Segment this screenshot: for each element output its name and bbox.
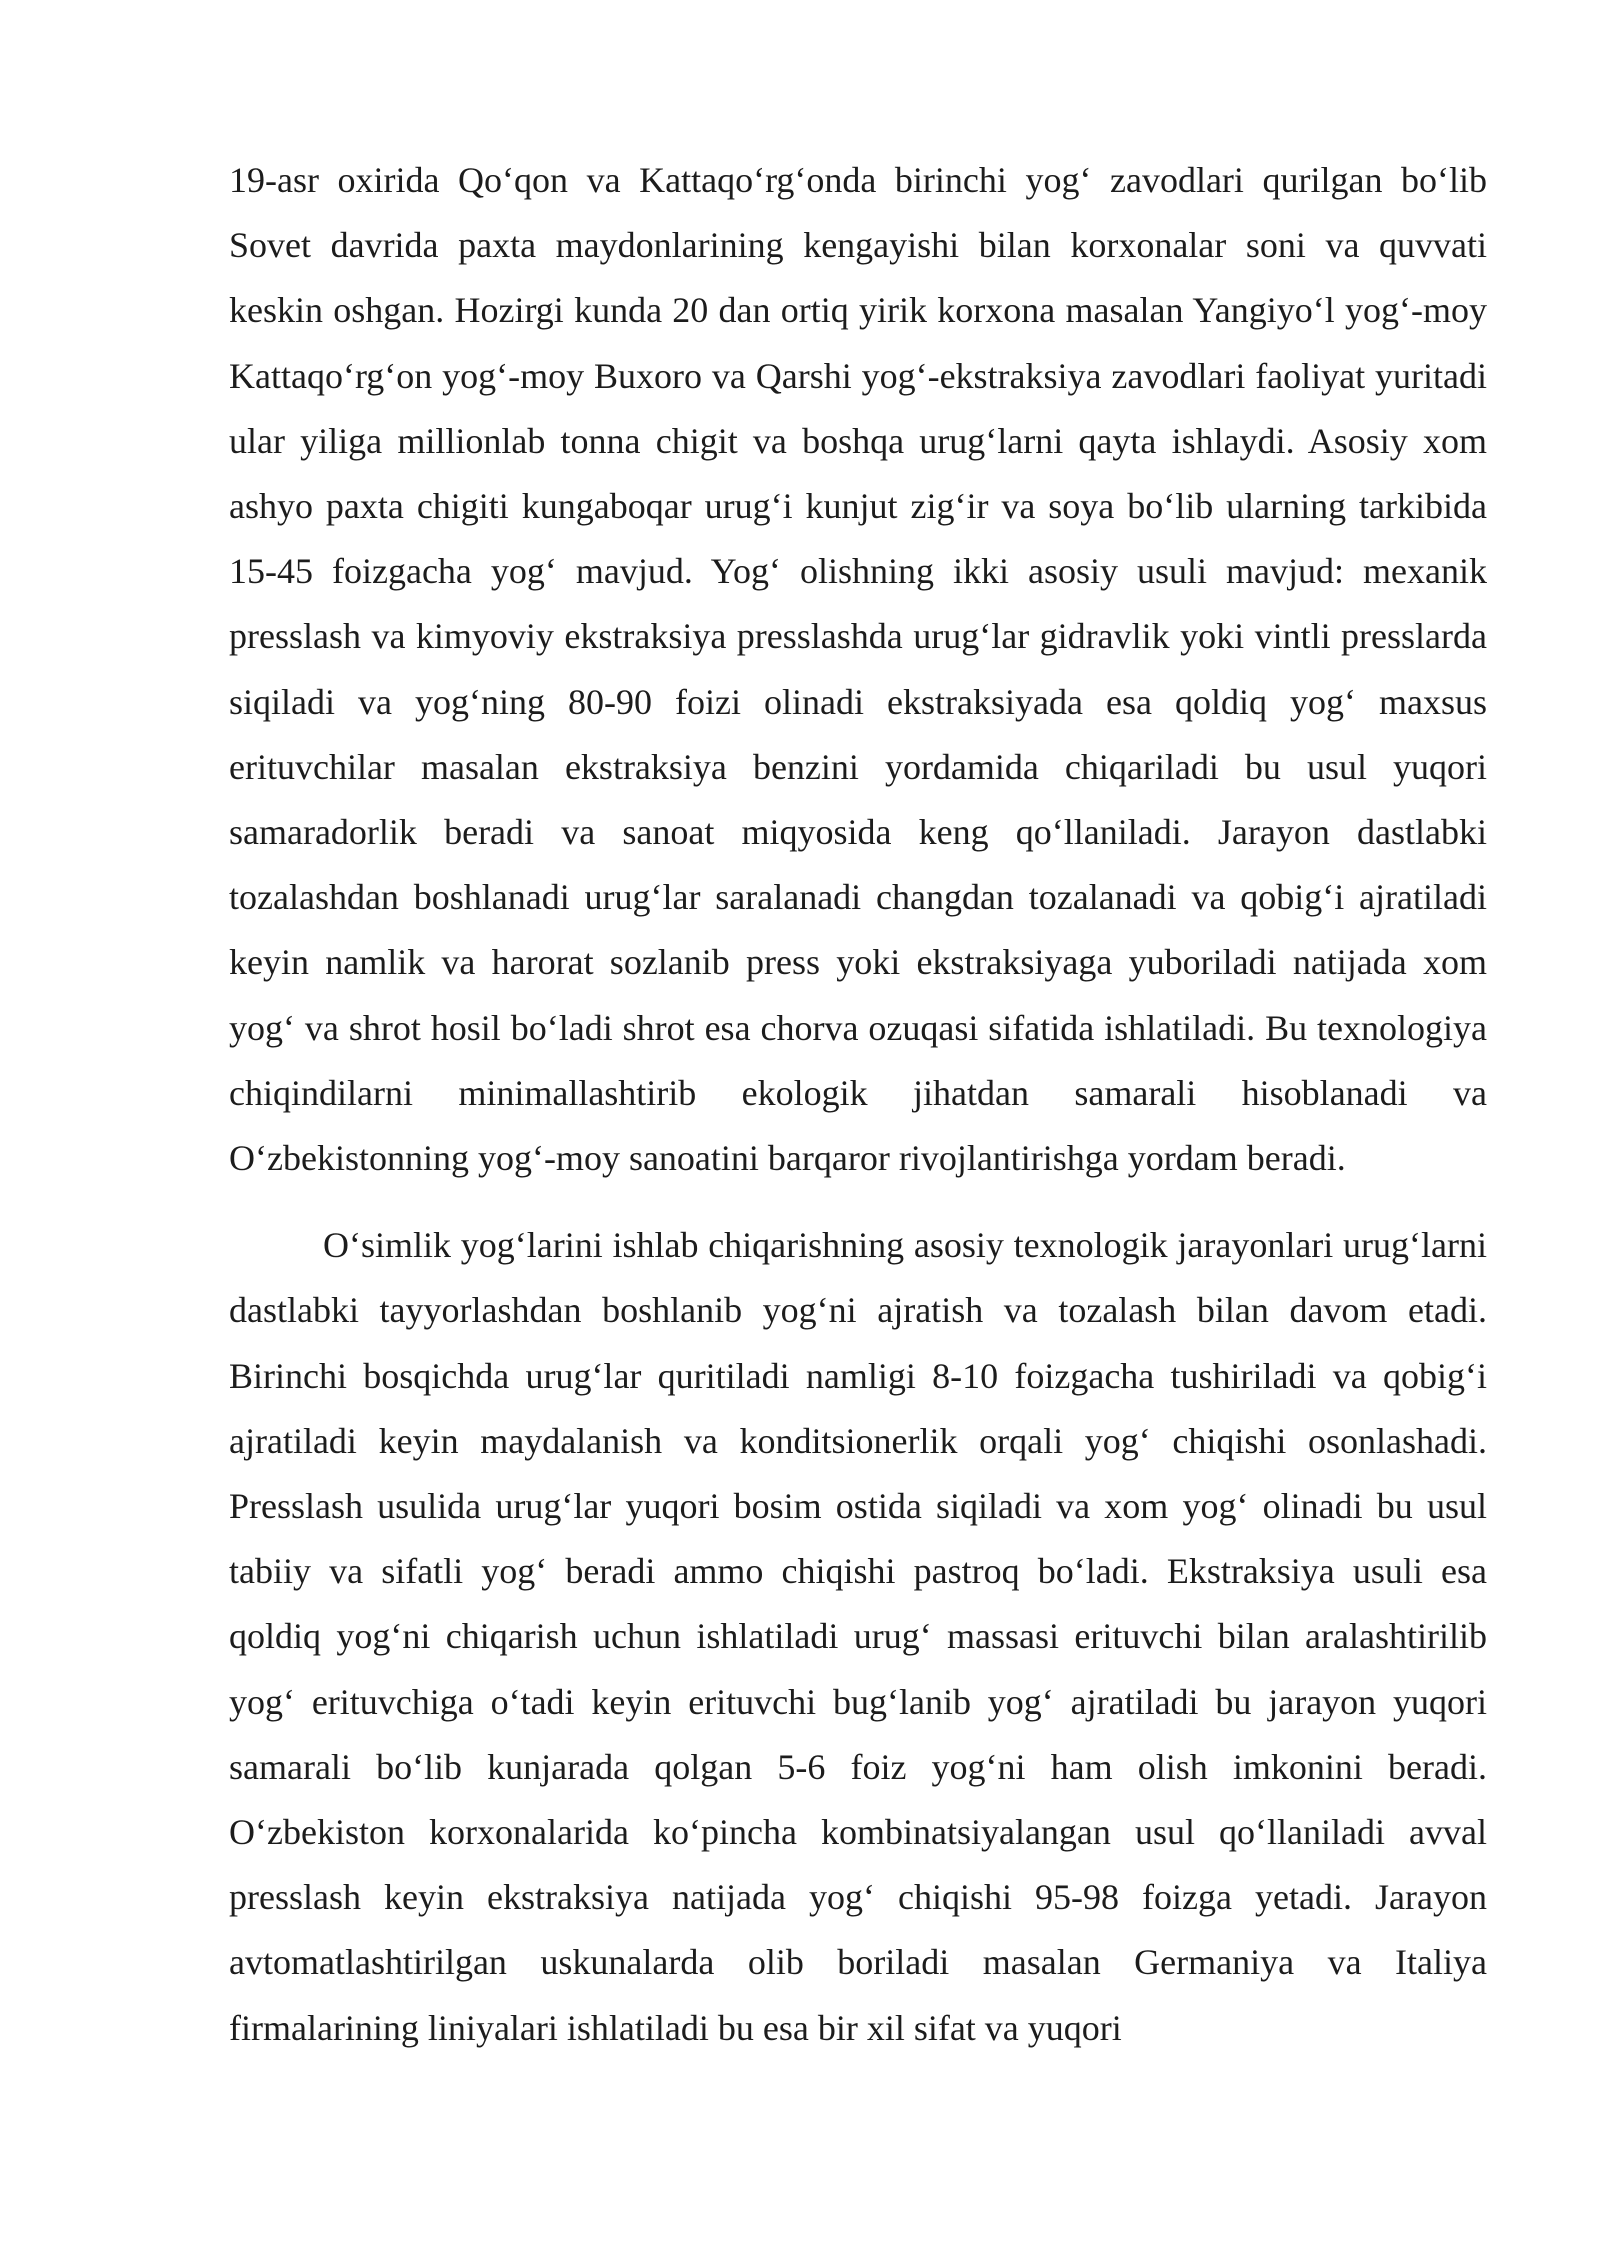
paragraph-1: 19-asr oxirida Qo‘qon va Kattaqo‘rg‘onda birinchi yog‘ zavodlari qurilgan bo‘lib Sovet davrida paxta maydonlarining kengayishi bilan korxonalar soni va quvvati keskin oshgan. Hozirgi kunda 20 dan ortiq yirik korxona masalan Yangiyo‘l yog‘-moy Kattaqo‘rg‘on yog‘-moy Buxoro va Qarshi yog‘-ekstraksiya zavodlari faoliyat yuritadi ular yiliga millionlab tonna chigit va boshqa urug‘larni qayta ishlaydi. Asosiy xom ashyo paxta chigiti kungaboqar urug‘i kunjut zig‘ir va soya bo‘lib ularning tarkibida 15-45 foizgacha yog‘ mavjud. Yog‘ olishning ikki asosiy usuli mavjud: mexanik presslash va kimyoviy ekstraksiya presslashda urug‘lar gidravlik yoki vintli presslarda siqiladi va yog‘ning 80-90 foizi olinadi ekstraksiyada esa qoldiq yog‘ maxsus erituvchilar masalan ekstraksiya benzini yordamida chiqariladi bu usul yuqori samaradorlik beradi va sanoat miqyosida keng qo‘llaniladi. Jarayon dastlabki tozalashdan boshlanadi urug‘lar saralanadi changdan tozalanadi va qobig‘i ajratiladi keyin namlik va harorat sozlanib press yoki ekstraksiyaga yuboriladi natijada xom yog‘ va shrot hosil bo‘ladi shrot esa chorva ozuqasi sifatida ishlatiladi. Bu texnologiya chiqindilarni minimallashtirib ekologik jihatdan samarali hisoblanadi va O‘zbekistonning yog‘-moy sanoatini barqaror rivojlantirishga yordam beradi. bbox=[229, 160, 1487, 1179]
paragraph-2: O‘simlik yog‘larini ishlab chiqarishning asosiy texnologik jarayonlari urug‘larni dastlabki tayyorlashdan boshlanib yog‘ni ajratish va tozalash bilan davom etadi. Birinchi bosqichda urug‘lar quritiladi namligi 8-10 foizgacha tushiriladi va qobig‘i ajratiladi keyin maydalanish va konditsionerlik orqali yog‘ chiqishi osonlashadi. Presslash usulida urug‘lar yuqori bosim ostida siqiladi va xom yog‘ olinadi bu usul tabiiy va sifatli yog‘ beradi ammo chiqishi pastroq bo‘ladi. Ekstraksiya usuli esa qoldiq yog‘ni chiqarish uchun ishlatiladi urug‘ massasi erituvchi bilan aralashtirilib yog‘ erituvchiga o‘tadi keyin erituvchi bug‘lanib yog‘ ajratiladi bu jarayon yuqori samarali bo‘lib kunjarada qolgan 5-6 foiz yog‘ni ham olish imkonini beradi. O‘zbekiston korxonalarida ko‘pincha kombinatsiyalangan usul qo‘llaniladi avval presslash keyin ekstraksiya natijada yog‘ chiqishi 95-98 foizga yetadi. Jarayon avtomatlashtirilgan uskunalarda olib boriladi masalan Germaniya va Italiya firmalarining liniyalari ishlatiladi bu esa bir xil sifat va yuqori bbox=[229, 1225, 1487, 2048]
document-body bbox=[229, 148, 1487, 2061]
